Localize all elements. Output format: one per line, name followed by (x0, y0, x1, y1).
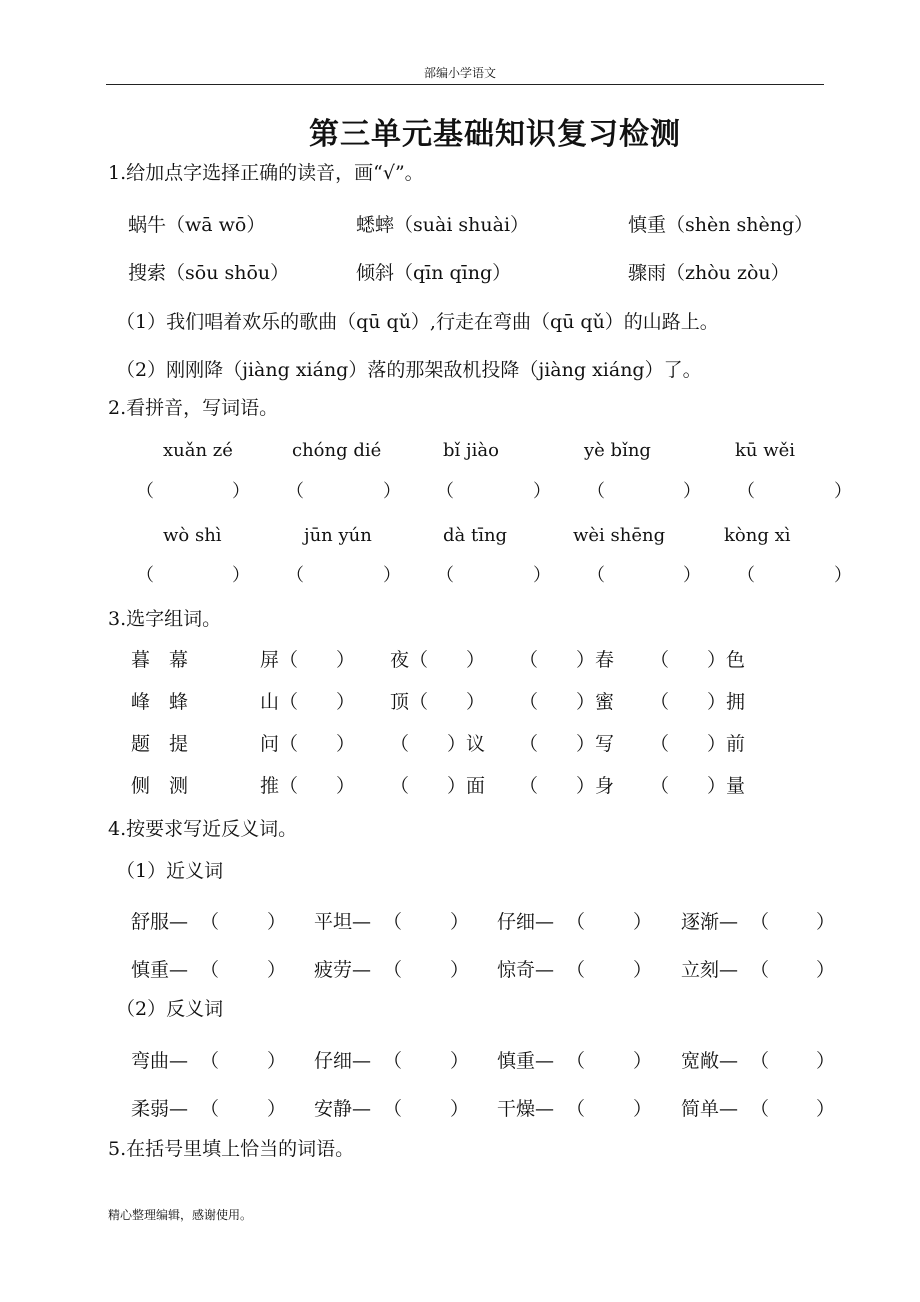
answer-bracket-close: ） (816, 959, 836, 981)
q3-heading: 3.选字组词。 (108, 608, 222, 630)
answer-bracket-open: （ (200, 959, 220, 981)
q4-word: 立刻— (681, 959, 739, 981)
page-title: 第三单元基础知识复习检测 (309, 117, 681, 152)
q1-item: 慎重（shèn shèng） (628, 214, 814, 236)
answer-bracket-open: （ (383, 1098, 403, 1120)
q2-pinyin: chóng dié (292, 440, 382, 461)
answer-bracket-close: ） (683, 481, 701, 502)
answer-bracket-close: ） (816, 1050, 836, 1072)
answer-bracket-open: （ (136, 481, 154, 502)
q3-word: （ ）色 (650, 649, 746, 671)
q1-item: 蜗牛（wā wō） (128, 214, 266, 236)
q3-word: （ ）拥 (650, 691, 746, 713)
q2-pinyin: jūn yún (304, 525, 372, 546)
q3-char-pair: 暮 幕 (131, 649, 189, 671)
q4-heading: 4.按要求写近反义词。 (108, 818, 298, 840)
q1-item: 蟋蟀（suài shuài） (356, 214, 530, 236)
answer-bracket-close: ） (816, 911, 836, 933)
q2-pinyin: bǐ jiào (443, 440, 499, 461)
q3-word: （ ）春 (519, 649, 615, 671)
q4-word: 简单— (681, 1098, 739, 1120)
q2-pinyin: dà tīng (443, 525, 508, 546)
answer-bracket-close: ） (816, 1098, 836, 1120)
answer-bracket-close: ） (450, 1098, 470, 1120)
page-header: 部编小学语文 (423, 66, 496, 80)
q4-word: 逐渐— (681, 911, 739, 933)
answer-bracket-open: （ (566, 911, 586, 933)
answer-bracket-close: ） (267, 1098, 287, 1120)
header-rule (106, 84, 824, 85)
q3-word: 屏（ ） (260, 649, 356, 671)
answer-bracket-close: ） (232, 481, 250, 502)
q3-word: （ ）写 (519, 733, 615, 755)
answer-bracket-open: （ (383, 911, 403, 933)
answer-bracket-open: （ (750, 911, 770, 933)
q1-item: 搜索（sōu shōu） (128, 262, 290, 284)
q4-word: 柔弱— (131, 1098, 189, 1120)
answer-bracket-open: （ (436, 481, 454, 502)
q1-heading: 1.给加点字选择正确的读音，画“√”。 (108, 162, 424, 184)
answer-bracket-open: （ (750, 1050, 770, 1072)
answer-bracket-open: （ (200, 1098, 220, 1120)
answer-bracket-open: （ (286, 481, 304, 502)
answer-bracket-close: ） (267, 959, 287, 981)
q4-word: 惊奇— (497, 959, 555, 981)
q1-sentence: （1）我们唱着欢乐的歌曲（qū qǔ）,行走在弯曲（qū qǔ）的山路上。 (116, 311, 719, 333)
q4-word: 干燥— (497, 1098, 555, 1120)
answer-bracket-close: ） (834, 481, 852, 502)
q1-item: 骤雨（zhòu zòu） (628, 262, 790, 284)
answer-bracket-open: （ (200, 911, 220, 933)
answer-bracket-close: ） (834, 565, 852, 586)
q2-pinyin: yè bǐng (584, 440, 651, 461)
answer-bracket-close: ） (633, 1098, 653, 1120)
q5-heading: 5.在括号里填上恰当的词语。 (108, 1138, 355, 1160)
q2-pinyin: kū wěi (735, 440, 796, 461)
answer-bracket-open: （ (750, 959, 770, 981)
antonyms-label: （2）反义词 (116, 998, 224, 1020)
page-footer: 精心整理编辑，感谢使用。 (108, 1208, 253, 1222)
q4-word: 慎重— (497, 1050, 555, 1072)
q3-word: 夜（ ） (390, 649, 486, 671)
answer-bracket-close: ） (383, 565, 401, 586)
answer-bracket-close: ） (633, 911, 653, 933)
q2-heading: 2.看拼音，写词语。 (108, 397, 279, 419)
answer-bracket-open: （ (383, 1050, 403, 1072)
answer-bracket-close: ） (683, 565, 701, 586)
answer-bracket-close: ） (450, 911, 470, 933)
q1-sentence: （2）刚刚降（jiàng xiáng）落的那架敌机投降（jiàng xiáng）了。 (116, 359, 702, 381)
q4-word: 弯曲— (131, 1050, 189, 1072)
q4-word: 疲劳— (314, 959, 372, 981)
answer-bracket-open: （ (566, 1050, 586, 1072)
q3-word: 顶（ ） (390, 691, 486, 713)
answer-bracket-open: （ (737, 481, 755, 502)
q3-word: 推（ ） (260, 775, 356, 797)
q3-word: （ ）量 (650, 775, 746, 797)
answer-bracket-open: （ (566, 1098, 586, 1120)
answer-bracket-close: ） (450, 959, 470, 981)
q3-char-pair: 峰 蜂 (131, 691, 189, 713)
answer-bracket-open: （ (566, 959, 586, 981)
q1-item: 倾斜（qīn qīng） (356, 262, 512, 284)
q3-word: （ ）身 (519, 775, 615, 797)
q4-word: 宽敞— (681, 1050, 739, 1072)
q3-char-pair: 侧 测 (131, 775, 189, 797)
answer-bracket-open: （ (383, 959, 403, 981)
answer-bracket-close: ） (267, 911, 287, 933)
q4-word: 平坦— (314, 911, 372, 933)
q2-pinyin: wèi shēng (573, 525, 666, 546)
q3-word: 问（ ） (260, 733, 356, 755)
answer-bracket-close: ） (232, 565, 250, 586)
q2-pinyin: kòng xì (724, 525, 791, 546)
answer-bracket-open: （ (286, 565, 304, 586)
synonyms-label: （1）近义词 (116, 860, 224, 882)
q3-word: （ ）蜜 (519, 691, 615, 713)
q3-word: 山（ ） (260, 691, 356, 713)
answer-bracket-close: ） (633, 959, 653, 981)
q4-word: 舒服— (131, 911, 189, 933)
answer-bracket-close: ） (533, 565, 551, 586)
answer-bracket-close: ） (383, 481, 401, 502)
answer-bracket-open: （ (436, 565, 454, 586)
answer-bracket-open: （ (587, 565, 605, 586)
q3-word: （ ）议 (390, 733, 486, 755)
q3-word: （ ）面 (390, 775, 486, 797)
answer-bracket-close: ） (267, 1050, 287, 1072)
q2-pinyin: xuǎn zé (163, 440, 233, 461)
q3-char-pair: 题 提 (131, 733, 189, 755)
q3-word: （ ）前 (650, 733, 746, 755)
q4-word: 慎重— (131, 959, 189, 981)
q2-pinyin: wò shì (163, 525, 222, 546)
answer-bracket-open: （ (737, 565, 755, 586)
answer-bracket-close: ） (533, 481, 551, 502)
q4-word: 仔细— (497, 911, 555, 933)
q4-word: 仔细— (314, 1050, 372, 1072)
answer-bracket-close: ） (633, 1050, 653, 1072)
q4-word: 安静— (314, 1098, 372, 1120)
answer-bracket-open: （ (587, 481, 605, 502)
answer-bracket-open: （ (136, 565, 154, 586)
answer-bracket-close: ） (450, 1050, 470, 1072)
answer-bracket-open: （ (200, 1050, 220, 1072)
answer-bracket-open: （ (750, 1098, 770, 1120)
